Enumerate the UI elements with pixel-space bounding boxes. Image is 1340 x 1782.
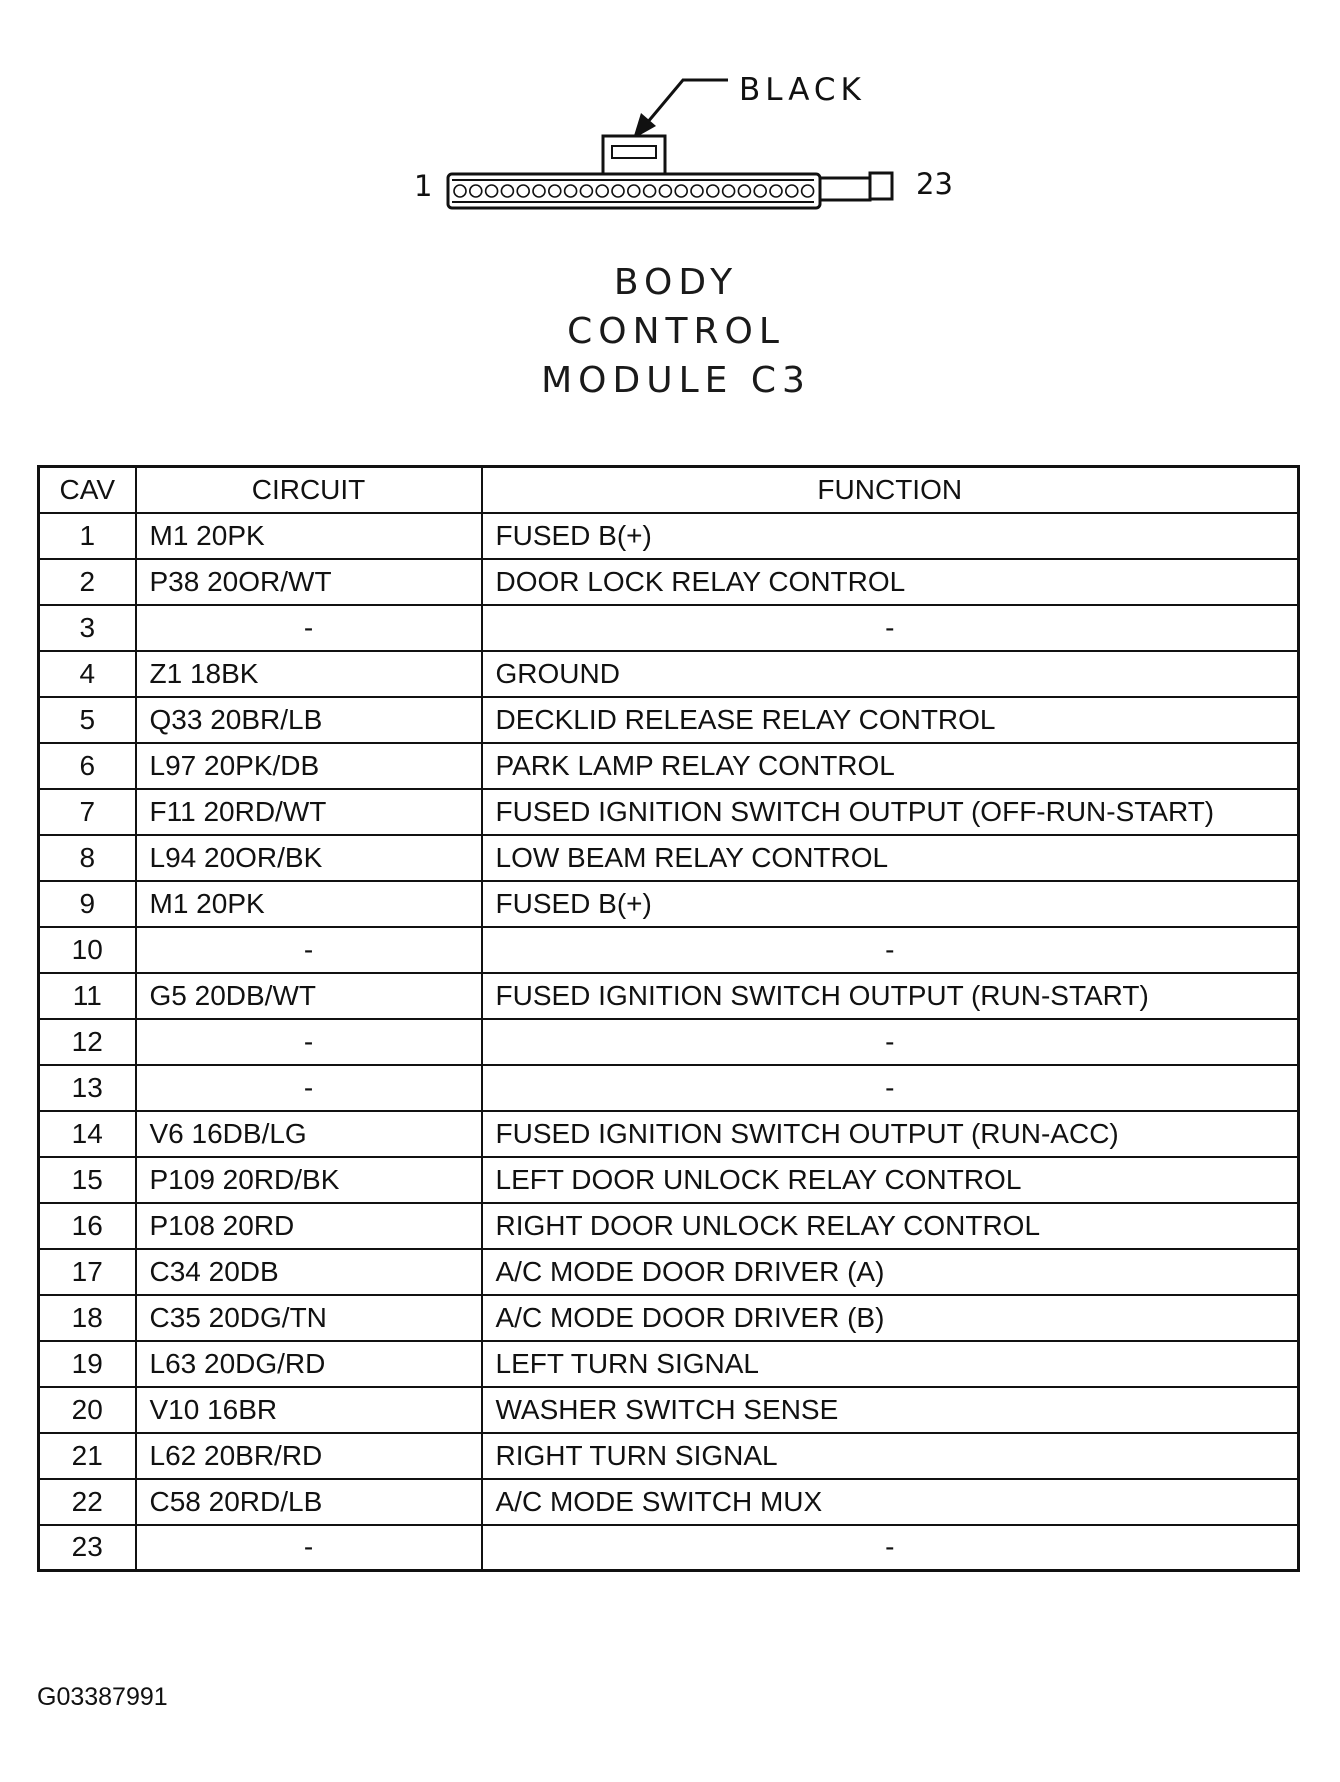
cav-cell: 7 xyxy=(39,789,136,835)
cav-cell: 16 xyxy=(39,1203,136,1249)
terminal-cavity xyxy=(533,185,545,197)
function-cell: FUSED IGNITION SWITCH OUTPUT (RUN-START) xyxy=(482,973,1299,1019)
circuit-cell: P38 20OR/WT xyxy=(136,559,482,605)
cav-cell: 22 xyxy=(39,1479,136,1525)
terminal-cavity xyxy=(549,185,561,197)
terminal-cavity xyxy=(612,185,624,197)
terminal-cavity xyxy=(707,185,719,197)
circuit-cell: G5 20DB/WT xyxy=(136,973,482,1019)
function-cell: - xyxy=(482,1019,1299,1065)
terminal-cavity xyxy=(486,185,498,197)
function-cell: FUSED IGNITION SWITCH OUTPUT (OFF-RUN-START) xyxy=(482,789,1299,835)
circuit-cell: M1 20PK xyxy=(136,513,482,559)
pinout-table xyxy=(37,465,1300,1572)
table-row xyxy=(39,1065,1299,1111)
terminal-cavity xyxy=(470,185,482,197)
terminal-cavity xyxy=(738,185,750,197)
terminal-cavity xyxy=(628,185,640,197)
table-row xyxy=(39,973,1299,1019)
table-body xyxy=(39,513,1299,1571)
table-row xyxy=(39,789,1299,835)
function-cell: GROUND xyxy=(482,651,1299,697)
table-row xyxy=(39,1203,1299,1249)
terminal-cavity xyxy=(644,185,656,197)
table-row xyxy=(39,1111,1299,1157)
circuit-cell: - xyxy=(136,927,482,973)
function-cell: A/C MODE DOOR DRIVER (B) xyxy=(482,1295,1299,1341)
function-cell: - xyxy=(482,927,1299,973)
terminal-cavity xyxy=(501,185,513,197)
function-cell: - xyxy=(482,1065,1299,1111)
table-row xyxy=(39,1433,1299,1479)
circuit-cell: C34 20DB xyxy=(136,1249,482,1295)
circuit-cell: L62 20BR/RD xyxy=(136,1433,482,1479)
cav-cell: 21 xyxy=(39,1433,136,1479)
cav-cell: 6 xyxy=(39,743,136,789)
circuit-cell: P109 20RD/BK xyxy=(136,1157,482,1203)
cav-cell: 3 xyxy=(39,605,136,651)
header-cav: CAV xyxy=(39,467,136,513)
table-row xyxy=(39,1525,1299,1571)
title-line-3: MODULE C3 xyxy=(541,360,811,401)
cav-cell: 2 xyxy=(39,559,136,605)
leader-line xyxy=(647,80,728,123)
circuit-cell: Q33 20BR/LB xyxy=(136,697,482,743)
function-cell: RIGHT TURN SIGNAL xyxy=(482,1433,1299,1479)
function-cell: FUSED B(+) xyxy=(482,881,1299,927)
table-row xyxy=(39,651,1299,697)
terminal-cavity xyxy=(754,185,766,197)
cav-cell: 4 xyxy=(39,651,136,697)
cav-cell: 23 xyxy=(39,1525,136,1571)
cav-cell: 19 xyxy=(39,1341,136,1387)
terminal-cavity xyxy=(786,185,798,197)
table-row xyxy=(39,1387,1299,1433)
terminal-cavity xyxy=(770,185,782,197)
circuit-cell: F11 20RD/WT xyxy=(136,789,482,835)
title-line-2: CONTROL xyxy=(567,311,785,352)
circuit-cell: - xyxy=(136,1065,482,1111)
function-cell: LEFT DOOR UNLOCK RELAY CONTROL xyxy=(482,1157,1299,1203)
connector-title xyxy=(0,258,1340,405)
cav-cell: 18 xyxy=(39,1295,136,1341)
connector-lock-inner xyxy=(612,146,656,158)
terminal-cavity xyxy=(565,185,577,197)
terminal-row xyxy=(454,185,814,197)
cav-cell: 12 xyxy=(39,1019,136,1065)
title-line-1: BODY xyxy=(613,262,739,303)
function-cell: - xyxy=(482,1525,1299,1571)
table-row xyxy=(39,1157,1299,1203)
pin-label-first: 1 xyxy=(414,169,433,203)
function-cell: DOOR LOCK RELAY CONTROL xyxy=(482,559,1299,605)
figure-id: G03387991 xyxy=(37,1683,168,1711)
function-cell: WASHER SWITCH SENSE xyxy=(482,1387,1299,1433)
table-row xyxy=(39,927,1299,973)
function-cell: PARK LAMP RELAY CONTROL xyxy=(482,743,1299,789)
circuit-cell: V6 16DB/LG xyxy=(136,1111,482,1157)
terminal-cavity xyxy=(580,185,592,197)
function-cell: FUSED B(+) xyxy=(482,513,1299,559)
table-row xyxy=(39,513,1299,559)
wire-color-label: BLACK xyxy=(739,72,866,108)
table-row xyxy=(39,881,1299,927)
circuit-cell: L63 20DG/RD xyxy=(136,1341,482,1387)
table-row xyxy=(39,1479,1299,1525)
cav-cell: 17 xyxy=(39,1249,136,1295)
header-circuit: CIRCUIT xyxy=(136,467,482,513)
terminal-cavity xyxy=(659,185,671,197)
function-cell: A/C MODE SWITCH MUX xyxy=(482,1479,1299,1525)
cav-cell: 1 xyxy=(39,513,136,559)
function-cell: LEFT TURN SIGNAL xyxy=(482,1341,1299,1387)
cav-cell: 15 xyxy=(39,1157,136,1203)
circuit-cell: L97 20PK/DB xyxy=(136,743,482,789)
terminal-cavity xyxy=(596,185,608,197)
terminal-cavity xyxy=(691,185,703,197)
circuit-cell: M1 20PK xyxy=(136,881,482,927)
cav-cell: 8 xyxy=(39,835,136,881)
table-header-row xyxy=(39,467,1299,513)
terminal-cavity xyxy=(723,185,735,197)
function-cell: FUSED IGNITION SWITCH OUTPUT (RUN-ACC) xyxy=(482,1111,1299,1157)
cav-cell: 10 xyxy=(39,927,136,973)
circuit-cell: L94 20OR/BK xyxy=(136,835,482,881)
cav-cell: 5 xyxy=(39,697,136,743)
circuit-cell: V10 16BR xyxy=(136,1387,482,1433)
circuit-cell: - xyxy=(136,1525,482,1571)
circuit-cell: - xyxy=(136,605,482,651)
table-row xyxy=(39,559,1299,605)
circuit-cell: C35 20DG/TN xyxy=(136,1295,482,1341)
terminal-cavity xyxy=(675,185,687,197)
circuit-cell: P108 20RD xyxy=(136,1203,482,1249)
function-cell: LOW BEAM RELAY CONTROL xyxy=(482,835,1299,881)
function-cell: RIGHT DOOR UNLOCK RELAY CONTROL xyxy=(482,1203,1299,1249)
cav-cell: 9 xyxy=(39,881,136,927)
table-row xyxy=(39,743,1299,789)
connector-extension-end xyxy=(870,173,892,199)
cav-cell: 20 xyxy=(39,1387,136,1433)
table-row xyxy=(39,1295,1299,1341)
cav-cell: 11 xyxy=(39,973,136,1019)
table-row xyxy=(39,697,1299,743)
terminal-cavity xyxy=(802,185,814,197)
terminal-cavity xyxy=(517,185,529,197)
circuit-cell: C58 20RD/LB xyxy=(136,1479,482,1525)
pin-label-last: 23 xyxy=(916,167,953,201)
function-cell: DECKLID RELEASE RELAY CONTROL xyxy=(482,697,1299,743)
terminal-cavity xyxy=(454,185,466,197)
table-row xyxy=(39,1019,1299,1065)
table-row xyxy=(39,605,1299,651)
connector-extension xyxy=(820,178,870,200)
header-function: FUNCTION xyxy=(482,467,1299,513)
cav-cell: 13 xyxy=(39,1065,136,1111)
function-cell: - xyxy=(482,605,1299,651)
table-row xyxy=(39,1341,1299,1387)
circuit-cell: Z1 18BK xyxy=(136,651,482,697)
cav-cell: 14 xyxy=(39,1111,136,1157)
table-row xyxy=(39,835,1299,881)
function-cell: A/C MODE DOOR DRIVER (A) xyxy=(482,1249,1299,1295)
table-row xyxy=(39,1249,1299,1295)
circuit-cell: - xyxy=(136,1019,482,1065)
